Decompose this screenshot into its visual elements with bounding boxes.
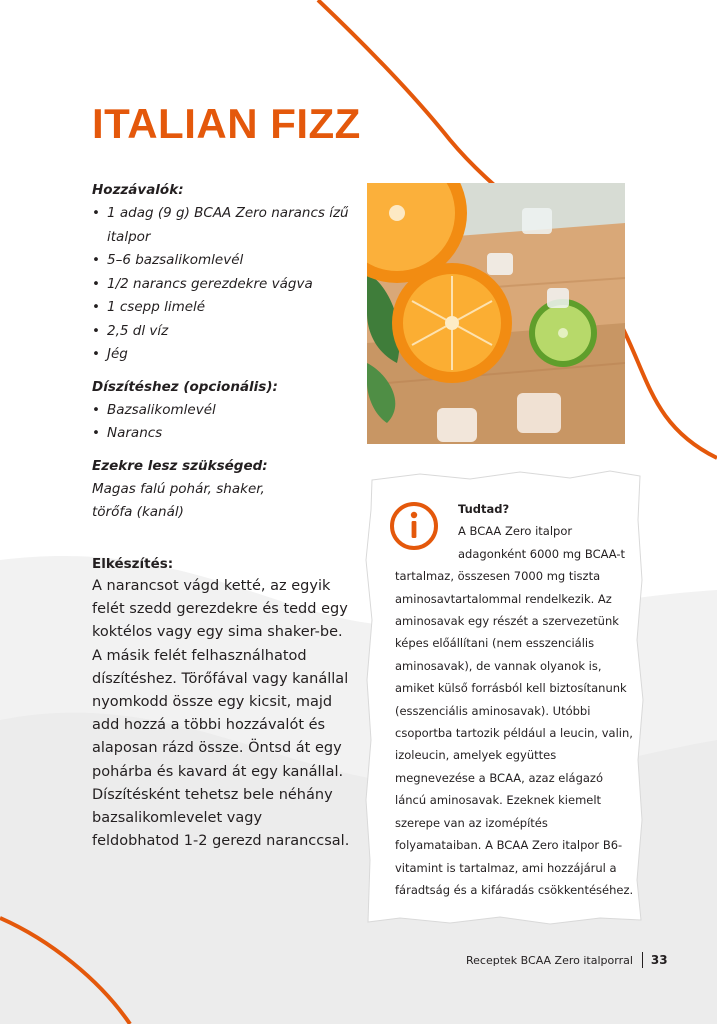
lime-half [529, 299, 597, 367]
page-footer [466, 952, 668, 968]
list-item: • Jég [92, 343, 372, 367]
orange-half-center [392, 263, 512, 383]
list-item: • 1/2 narancs gerezdekre vágva [92, 273, 372, 297]
page-title: ITALIAN FIZZ [92, 100, 361, 147]
ice-cube [522, 208, 552, 234]
tip-box [395, 498, 637, 901]
ingredients-list [92, 202, 372, 367]
tools-heading: Ezekre lesz szükséged: [92, 457, 268, 474]
tools-text: Magas falú pohár, shaker, törőfa (kanál) [92, 480, 265, 520]
list-item: • Bazsalikomlevél [92, 399, 372, 423]
list-item: • Narancs [92, 422, 372, 446]
preparation-text: A narancsot vágd ketté, az egyik felét szedd gerezdekre és tedd egy koktélos vagy egy sima shaker-be. A másik felét felhasználhatod díszítéshez. Törőfával vagy kanállal nyomkodd össze egy kicsit, majd add hozzá a többi hozzávalót és alaposan rázd össze. Öntsd át egy pohárba és kavard át egy kanállal. Díszítésként tehetsz bele néhány bazsalikomlevelet vagy feldobhatod 1-2 gerezd naranccsal. [92, 578, 350, 850]
list-item: • 1 csepp limelé [92, 296, 372, 320]
tip-heading: Tudtad? [458, 502, 510, 516]
list-item: • 5–6 bazsalikomlevél [92, 249, 372, 273]
footer-text: Receptek BCAA Zero italporral [466, 953, 633, 967]
page-number: 33 [650, 953, 668, 967]
footer-divider [642, 952, 643, 968]
preparation-heading: Elkészítés: [92, 556, 174, 572]
garnish-list [92, 399, 372, 446]
ingredients-heading: Hozzávalók: [92, 182, 184, 198]
list-item: • 2,5 dl víz [92, 320, 372, 344]
ingredients-section [92, 179, 372, 525]
tip-text: A BCAA Zero italpor adagonként 6000 mg BCAA-t tartalmaz, összesen 7000 mg tiszta aminosavtartalommal rendelkezik. Az aminosavak egy részét a szervezetünk képes előállítani (nem esszenciális aminosavak), de vannak olyanok is, amiket külső forrásból kell biztosítanunk (esszenciális aminosavak). Utóbbi csoportba tartozik például a leucin, valin, izoleucin, amelyek együttes megnevezése a BCAA, azaz elágazó láncú aminosavak. Ezeknek kiemelt szerepe van az izomépítés folyamataiban. A BCAA Zero italpor B6-vitamint is tartalmaz, ami hozzájárul a fáradtság és a kifáradás csökkentéséhez. [395, 524, 634, 897]
recipe-photo [367, 183, 625, 444]
list-item: • 1 adag (9 g) BCAA Zero narancs ízű italpor [92, 202, 372, 249]
garnish-heading: Díszítéshez (opcionális): [92, 378, 278, 395]
preparation-section [92, 553, 352, 853]
